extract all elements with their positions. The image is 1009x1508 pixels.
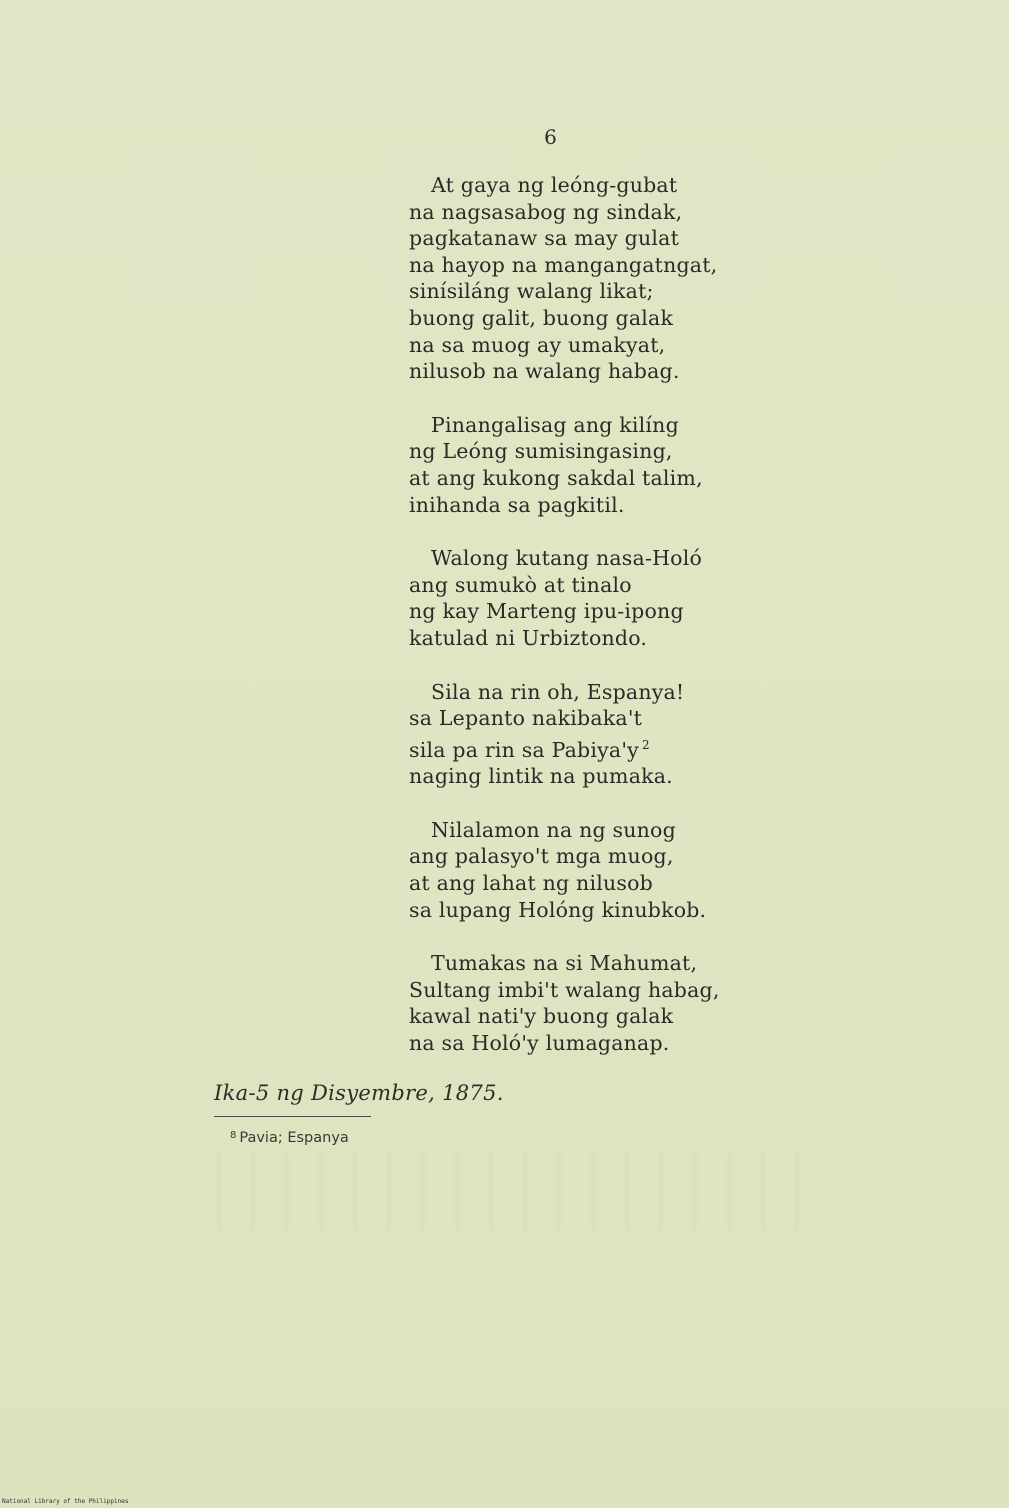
poem-line: nilusob na walang habag.	[409, 359, 680, 384]
footnote	[230, 1126, 349, 1148]
stanza-1	[409, 172, 769, 385]
poem-line: Nilalamon na ng sunog	[431, 817, 676, 842]
footnote-divider	[214, 1116, 371, 1117]
poem-line: sinísiláng walang likat;	[409, 279, 654, 304]
poem-line: Tumakas na si Mahumat,	[431, 951, 698, 976]
poem-line: ng Leóng sumisingasing,	[409, 439, 673, 464]
poem-line-text: sila pa rin sa Pabiya'y	[409, 737, 639, 762]
poem-line: ang palasyo't mga muog,	[409, 844, 674, 869]
poem-line: ang sumukò at tinalo	[409, 572, 632, 597]
poem-line: At gaya ng leóng-gubat	[431, 173, 678, 197]
poem-line: naging lintik na pumaka.	[409, 764, 673, 789]
footnote-marker: 2	[641, 737, 650, 752]
poem-line: pagkatanaw sa may gulat	[409, 226, 680, 251]
poem-line: na sa Holó'y lumaganap.	[409, 1031, 670, 1056]
poem-line: at ang lahat ng nilusob	[409, 871, 653, 896]
stanza-2	[409, 412, 769, 518]
poem-line: sa lupang Holóng kinubkob.	[409, 897, 707, 922]
poem-body	[409, 172, 769, 1084]
date-line: Ika-5 ng Disyembre, 1875.	[214, 1081, 504, 1105]
footnote-text: Pavia; Espanya	[239, 1130, 349, 1146]
show-through-texture	[200, 1150, 800, 1230]
page-number: 6	[544, 125, 557, 149]
stanza-5	[409, 817, 769, 923]
poem-line: kawal nati'y buong galak	[409, 1004, 674, 1029]
poem-line: buong galit, buong galak	[409, 305, 674, 330]
stanza-3	[409, 545, 769, 651]
poem-line: at ang kukong sakdal talim,	[409, 465, 703, 490]
poem-line: na sa muog ay umakyat,	[409, 332, 666, 357]
poem-line: katulad ni Urbiztondo.	[409, 625, 648, 650]
stanza-4	[409, 679, 769, 790]
poem-line: Pinangalisag ang kilíng	[431, 412, 679, 437]
footnote-number: 8	[230, 1130, 237, 1141]
poem-line: Sultang imbi't walang habag,	[409, 977, 720, 1002]
poem-line-with-footnote	[409, 732, 769, 764]
poem-line: na hayop na mangangatngat,	[409, 252, 718, 277]
stanza-6	[409, 950, 769, 1056]
poem-line: ng kay Marteng ipu-ipong	[409, 599, 684, 624]
library-credit: National Library of the Philippines	[2, 1498, 129, 1505]
poem-line: sa Lepanto nakibaka't	[409, 706, 643, 731]
poem-line: Walong kutang nasa-Holó	[431, 546, 702, 571]
poem-line: na nagsasabog ng sindak,	[409, 199, 683, 224]
poem-line: Sila na rin oh, Espanya!	[431, 679, 685, 704]
poem-line: inihanda sa pagkitil.	[409, 492, 625, 517]
